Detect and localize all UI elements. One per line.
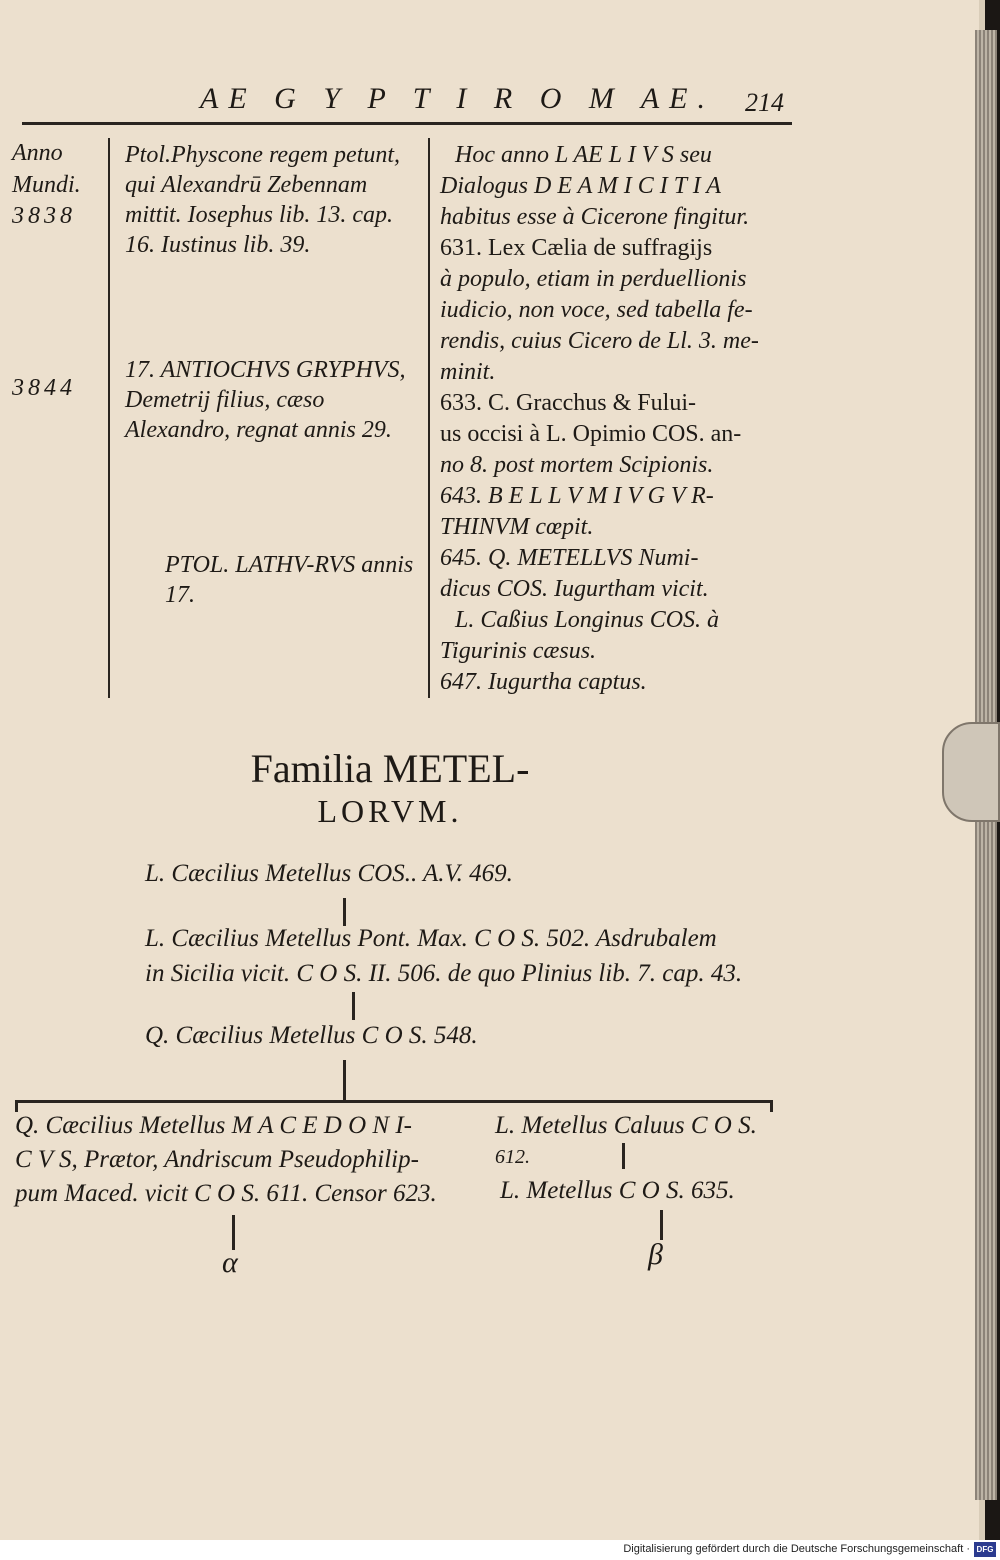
section-subtitle: LORVM. (317, 793, 463, 829)
right-line: minit. (440, 359, 496, 385)
right-branch-line-2: 612. (495, 1146, 530, 1168)
header-rule (22, 122, 792, 125)
right-line: habitus esse à Cicerone fingitur. (440, 204, 750, 230)
right-line: à populo, etiam in perduellionis (440, 266, 747, 292)
margin-anno: Anno (12, 140, 63, 166)
generation-1: L. Cæcilius Metellus COS.. A.V. 469. (145, 860, 513, 887)
right-column (440, 140, 785, 698)
right-line: 633. C. Gracchus & Fului- (440, 390, 696, 416)
right-line: rendis, cuius Cicero de Ll. 3. me- (440, 328, 759, 354)
alpha-mark: α (222, 1246, 238, 1279)
column-rule-left (108, 138, 110, 698)
generation-2-line-1: L. Cæcilius Metellus Pont. Max. C O S. 502. Asdrubalem (145, 925, 717, 952)
right-branch-line-1: L. Metellus Caluus C O S. (495, 1112, 757, 1139)
page-number: 214 (745, 88, 784, 117)
running-head: AE G Y P T I R O M AE. (200, 82, 716, 115)
left-branch-line-3: pum Maced. vicit C O S. 611. Censor 623. (15, 1180, 437, 1207)
branch-cap-right (770, 1100, 773, 1112)
right-line: no 8. post mortem Scipionis. (440, 452, 714, 478)
right-line: Tigurinis cæsus. (440, 638, 597, 664)
stem-2 (352, 992, 355, 1020)
column-rule-right (428, 138, 430, 698)
left-branch-line-1: Q. Cæcilius Metellus M A C E D O N I- (15, 1112, 412, 1139)
stem-beta (660, 1210, 663, 1240)
beta-mark: β (648, 1238, 663, 1271)
right-line: 643. B E L L V M I V G V R- (440, 483, 714, 509)
stem-1 (343, 898, 346, 926)
stem-alpha (232, 1215, 235, 1250)
margin-mundi: Mundi. (12, 172, 81, 198)
middle-column-block-3: PTOL. LATHV-RVS annis 17. (165, 552, 414, 608)
right-line: 631. Lex Cælia de suffragijs (440, 235, 713, 261)
right-line: 645. Q. METELLVS Numi- (440, 545, 699, 571)
footer-credit: Digitalisierung gefördert durch die Deutsche Forschungsgemeinschaft · (623, 1543, 970, 1555)
dfg-logo: DFG (974, 1542, 996, 1557)
right-line: Dialogus D E A M I C I T I A (440, 173, 721, 199)
stem-right-branch (622, 1143, 625, 1169)
middle-column-block-1: Ptol.Physcone regem petunt, qui Alexandrū Zebennam mittit. Iosephus lib. 13. cap. 16. Iustinus lib. 39. (125, 142, 401, 258)
book-clasp (942, 722, 1000, 822)
right-branch-line-3: L. Metellus C O S. 635. (500, 1177, 735, 1204)
generation-3: Q. Cæcilius Metellus C O S. 548. (145, 1022, 478, 1049)
right-line: dicus COS. Iugurtham vicit. (440, 576, 709, 602)
right-line: 647. Iugurtha captus. (440, 669, 647, 695)
right-line: Hoc anno L AE L I V S seu (455, 142, 712, 168)
section-title: Familia METEL- (250, 746, 530, 791)
branch-cap-left (15, 1100, 18, 1112)
branch-line (15, 1100, 773, 1103)
left-branch-line-2: C V S, Prætor, Andriscum Pseudophilip- (15, 1146, 419, 1173)
middle-column-block-2: 17. ANTIOCHVS GRYPHVS, Demetrij filius, cæso Alexandro, regnat annis 29. (125, 357, 406, 443)
right-line: L. Caßius Longinus COS. à (455, 607, 720, 633)
margin-year-1: 3838 (12, 203, 76, 229)
stem-3 (343, 1060, 346, 1100)
right-line: us occisi à L. Opimio COS. an- (440, 421, 742, 447)
footer-bar (0, 1540, 1000, 1560)
margin-year-2: 3844 (12, 375, 76, 401)
right-line: THINVM cœpit. (440, 514, 594, 540)
generation-2-line-2: in Sicilia vicit. C O S. II. 506. de quo Plinius lib. 7. cap. 43. (145, 960, 743, 987)
right-line: iudicio, non voce, sed tabella fe- (440, 297, 753, 323)
